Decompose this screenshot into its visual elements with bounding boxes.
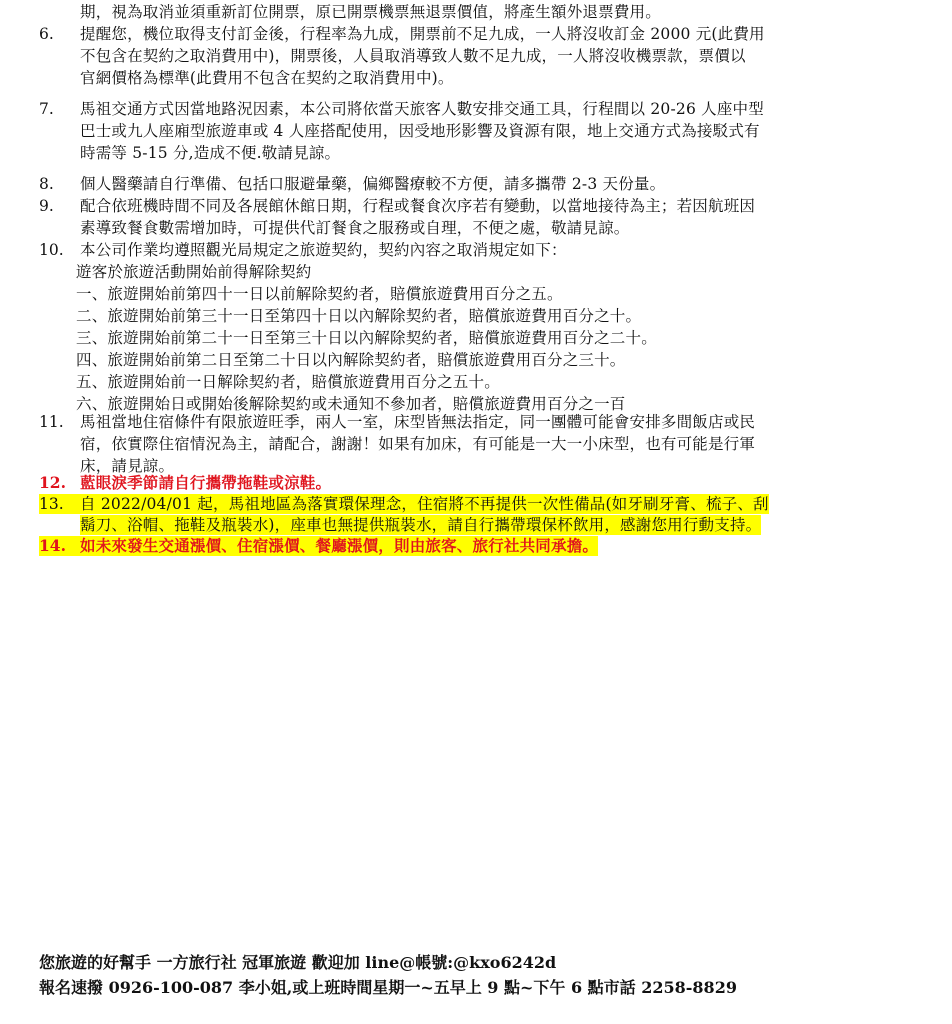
footer-line-2: 報名速撥 0926-100-087 李小姐,或上班時間星期一~五早上 9 點~下午 6 點市話 2258-8829 — [39, 978, 737, 997]
item-13-line-1: 自 2022/04/01 起，馬祖地區為落實環保理念，住宿將不再提供一次性備品(如牙刷牙膏、梳子、刮 — [80, 495, 769, 513]
item-7-line-2: 巴士或九人座廂型旅遊車或 4 人座搭配使用，因受地形影響及資源有限，地上交通方式為接駁式有 — [80, 122, 760, 140]
cancellation-rule: 五、旅遊開始前一日解除契約者，賠償旅遊費用百分之五十。 — [76, 373, 500, 391]
cancellation-rule: 三、旅遊開始前第二十一日至第三十日以內解除契約者，賠償旅遊費用百分之二十。 — [76, 329, 657, 347]
cancellation-rule: 四、旅遊開始前第二日至第二十日以內解除契約者，賠償旅遊費用百分之三十。 — [76, 351, 626, 369]
item-10-number: 10. — [39, 241, 64, 259]
item-12-line-1: 藍眼淚季節請自行攜帶拖鞋或涼鞋。 — [80, 473, 332, 492]
item-14-line-1: 如未來發生交通漲價、住宿漲價、餐廳漲價，則由旅客、旅行社共同承擔。 — [80, 536, 599, 555]
item-9-line-2: 素導致餐食數需增加時，可提供代訂餐食之服務或自理，不便之處，敬請見諒。 — [80, 219, 630, 237]
item-6-line-1: 提醒您，機位取得支付訂金後，行程率為九成，開票前不足九成，一人將沒收訂金 2000 元(此費用 — [80, 25, 765, 43]
item-6-number: 6. — [39, 25, 54, 43]
item-10-line-2: 遊客於旅遊活動開始前得解除契約 — [76, 263, 312, 281]
item-13-line-2: 鬍刀、浴帽、拖鞋及瓶裝水)，座車也無提供瓶裝水，請自行攜帶環保杯飲用，感謝您用行動支持。 — [80, 516, 762, 534]
item-7-line-3: 時需等 5-15 分,造成不便.敬請見諒。 — [80, 144, 341, 162]
item-13-number: 13. — [39, 494, 80, 514]
cancellation-rule: 六、旅遊開始日或開始後解除契約或未通知不參加者，賠償旅遊費用百分之一百 — [76, 395, 626, 413]
item-7-number: 7. — [39, 100, 54, 118]
item-6-line-2: 不包含在契約之取消費用中)，開票後，人員取消導致人數不足九成，一人將沒收機票款，票價以 — [80, 47, 746, 65]
item-9-line-1: 配合依班機時間不同及各展館休館日期，行程或餐食次序若有變動，以當地接待為主；若因航班因 — [80, 197, 756, 215]
item-14-number: 14. — [39, 536, 80, 556]
item-8-number: 8. — [39, 175, 54, 193]
item-9-number: 9. — [39, 197, 54, 215]
item-12-number: 12. — [39, 473, 66, 492]
item-11-line-2: 宿，依實際住宿情況為主，請配合，謝謝！如果有加床，有可能是一大一小床型，也有可能是行軍 — [80, 435, 756, 453]
item-10-line-1: 本公司作業均遵照觀光局規定之旅遊契約，契約內容之取消規定如下： — [80, 241, 567, 259]
item-8-line-1: 個人醫藥請自行準備、包括口服避暈藥，偏鄉醫療較不方便，請多攜帶 2-3 天份量。 — [80, 175, 666, 193]
footer-line-1: 您旅遊的好幫手 一方旅行社 冠軍旅遊 歡迎加 line@帳號:@kxo6242d — [39, 953, 557, 972]
item-11-number: 11. — [39, 413, 64, 431]
item-6-line-3: 官網價格為標準(此費用不包含在契約之取消費用中)。 — [80, 69, 454, 87]
continued-line: 期，視為取消並須重新訂位開票，原已開票機票無退票價值，將產生額外退票費用。 — [80, 3, 661, 21]
cancellation-rule: 二、旅遊開始前第三十一日至第四十日以內解除契約者，賠償旅遊費用百分之十。 — [76, 307, 642, 325]
item-11-line-1: 馬祖當地住宿條件有限旅遊旺季，兩人一室，床型皆無法指定，同一團體可能會安排多間飯店或民 — [80, 413, 756, 431]
cancellation-rule: 一、旅遊開始前第四十一日以前解除契約者，賠償旅遊費用百分之五。 — [76, 285, 563, 303]
item-7-line-1: 馬祖交通方式因當地路況因素，本公司將依當天旅客人數安排交通工具，行程間以 20-26 人座中型 — [80, 100, 764, 118]
item-11-line-3: 床，請見諒。 — [80, 457, 175, 475]
